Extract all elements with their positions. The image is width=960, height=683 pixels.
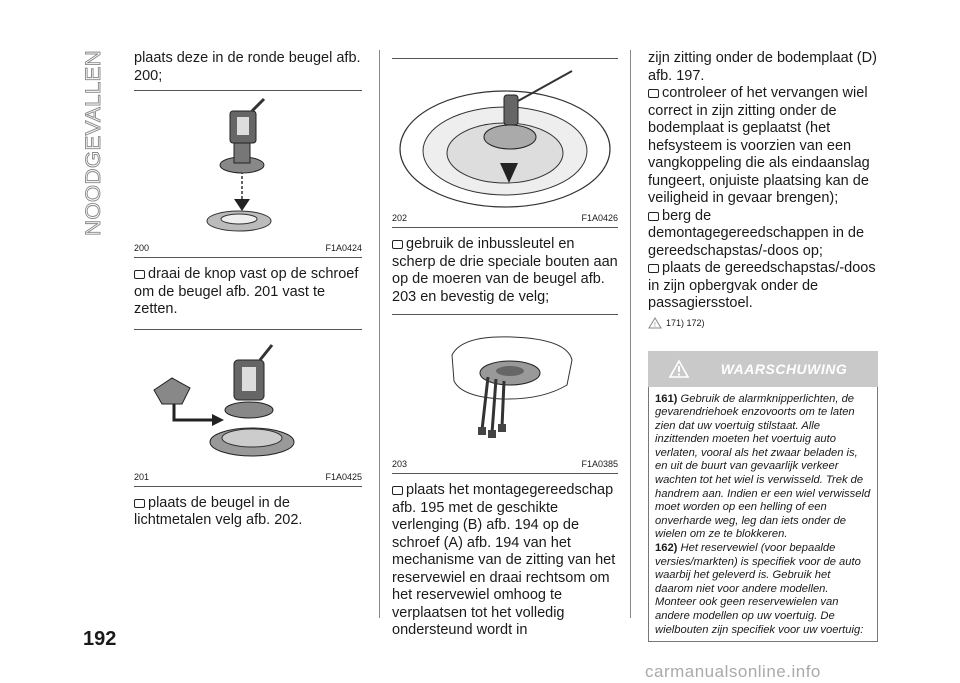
step-text <box>392 236 618 306</box>
figure-code: F1A0385 <box>581 459 618 469</box>
figure-rule <box>392 227 618 228</box>
checkbox-bullet-icon <box>648 89 659 98</box>
figure-caption <box>392 213 618 223</box>
step-text <box>134 266 362 319</box>
figure-203 <box>392 315 618 457</box>
bracket-illustration <box>134 91 362 241</box>
knob-illustration <box>134 330 362 470</box>
warning-box <box>648 351 878 643</box>
column-1 <box>134 50 362 530</box>
checkbox-bullet-icon <box>648 212 659 221</box>
figure-code: F1A0424 <box>325 243 362 253</box>
checkbox-bullet-icon <box>134 270 145 279</box>
warning-item-number: 162) <box>655 542 678 555</box>
warning-triangle-icon <box>668 359 690 379</box>
step-text <box>392 482 618 640</box>
figure-202 <box>392 59 618 211</box>
warning-title: WAARSCHUWING <box>720 360 848 377</box>
figure-code: F1A0426 <box>581 213 618 223</box>
warning-item <box>655 393 871 543</box>
warning-triangle-icon <box>648 317 662 329</box>
warning-item-number: 161) <box>655 392 678 405</box>
figure-number: 201 <box>134 471 150 482</box>
section-title <box>78 48 108 238</box>
spare-wheel-illustration <box>392 59 618 211</box>
figure-201 <box>134 330 362 470</box>
reference-numbers: 171) 172) <box>666 317 705 328</box>
figure-code: F1A0425 <box>325 471 362 482</box>
warning-header <box>648 351 878 387</box>
checkbox-bullet-icon <box>392 240 403 249</box>
column-divider <box>379 50 380 618</box>
column-3 <box>648 50 878 642</box>
figure-number: 202 <box>392 213 408 223</box>
step-label: gebruik de inbussleutel en scherp de drie speciale bouten aan op de moeren van de beugel afb. 203 en bevestig de velg; <box>392 236 618 305</box>
warning-references <box>648 317 878 329</box>
step-text <box>648 260 878 313</box>
column-2 <box>392 50 618 640</box>
figure-rule <box>134 257 362 258</box>
warning-item <box>655 542 871 637</box>
column-divider <box>630 50 631 618</box>
svg-text:!: ! <box>654 321 656 329</box>
figure-caption <box>392 459 618 469</box>
step-label: berg de demontagegereedschappen in de gereedschapstas/-doos op; <box>648 207 865 259</box>
step-label: draai de knop vast op de schroef om de beugel afb. 201 vast te zetten. <box>134 266 359 317</box>
warning-item-text: Gebruik de alarmknipperlichten, de gevarendriehoek enzovoorts om te laten zien dat uw voertuig stilstaat. Alle inzittenden moeten het voertuig auto verlaten, vooral als het zwaar beladen is, en uit de buurt van gevaarlijk verkeer wachten tot het wiel is verwisseld. Trek de handrem aan. Indien er een wiel verwisseld moet worden op een helling of een onverharde weg, leg dan iets onder de wielen om ze te blokkeren. <box>655 392 871 541</box>
warning-item-text: Het reservewiel (voor bepaalde versies/markten) is specifiek voor de auto waarbij het geleverd is. Gebruik het daarom niet voor andere modellen. Monteer ook geen reservewielen van andere modellen op uw voertuig. De wielbouten zijn specifiek voor uw voertuig: <box>655 542 864 636</box>
step-label: plaats de gereedschapstas/-doos in zijn opbergvak onder de passagiersstoel. <box>648 260 876 311</box>
figure-number: 200 <box>134 243 150 253</box>
checkbox-bullet-icon <box>648 264 659 273</box>
step-text <box>648 85 878 208</box>
figure-number: 203 <box>392 459 408 469</box>
warning-content <box>648 387 878 643</box>
checkbox-bullet-icon <box>392 486 403 495</box>
step-label: plaats de beugel in de lichtmetalen velg afb. 202. <box>134 494 303 528</box>
step-label: plaats het montagegereedschap afb. 195 met de geschikte verlenging (B) afb. 194 op de schroef (A) afb. 194 van het mechanisme van de zitting van het reservewiel en draai rechtsom om het reservewiel omhoog te verplaatsen tot het volledig ondersteund wordt in <box>392 482 616 638</box>
intro-text: zijn zitting onder de bodemplaat (D) afb. 197. <box>648 50 877 84</box>
step-text <box>134 495 362 530</box>
bolts-illustration <box>392 315 618 457</box>
figure-caption <box>134 243 362 253</box>
figure-rule <box>392 473 618 474</box>
figure-rule <box>134 486 362 487</box>
figure-200 <box>134 91 362 241</box>
step-label: controleer of het vervangen wiel correct in zijn zitting onder de bodemplaat is geplaatst (het hefsysteem is voorzien van een vangkoppeling die als eindaanslag fungeert, onjuiste plaatsing kan de veiligheid in gevaar brengen); <box>648 85 870 206</box>
section-title-text: NOODGEVALLEN <box>82 60 105 236</box>
page-number: 192 <box>83 628 117 650</box>
checkbox-bullet-icon <box>134 499 145 508</box>
footer-watermark: carmanualsonline.info <box>645 662 821 681</box>
intro-text: plaats deze in de ronde beugel afb. 200; <box>134 50 361 84</box>
figure-caption <box>134 472 362 482</box>
step-text <box>648 208 878 261</box>
